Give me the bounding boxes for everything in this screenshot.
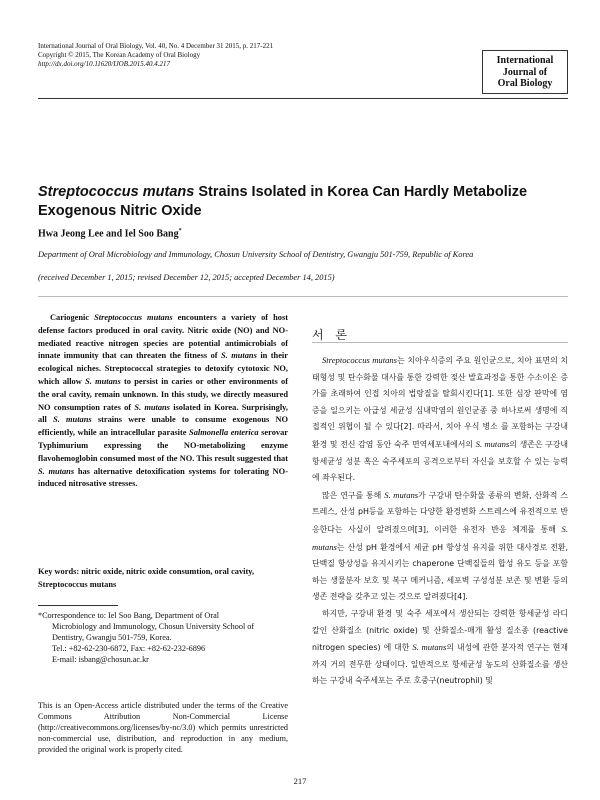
introduction-body [312,352,568,690]
journal-header [38,42,398,69]
received-dates: (received December 1, 2015; revised December 12, 2015; accepted December 14, 2015) [38,273,335,282]
header-citation: International Journal of Oral Biology, Vol. 40, No. 4 December 31 2015, p. 217-221 [38,42,274,50]
keywords: Key words: nitric oxide, nitric oxide consumtion, oral cavity, Streptococcus mutans [38,567,255,589]
correspondence-footnote: *Correspondence to: Iel Soo Bang, Department of Oral Microbiology and Immunology, Chosun University School of Dentistry, Gwangju 501-759, Korea. Tel.: +82-62-230-6872, Fax: +82-62-232-6896 E-mail: isbang@chosun.ac.kr [38,610,288,665]
author-list: Hwa Jeong Lee and Iel Soo Bang* [38,228,182,240]
page-number: 217 [293,776,307,786]
section-heading: 서 론 [312,328,351,342]
correspondence-email[interactable]: E-mail: isbang@chosun.ac.kr [52,655,149,664]
header-copyright: Copyright © 2015, The Korean Academy of Oral Biology [38,51,201,59]
header-divider [38,98,568,99]
footnote-rule [38,605,118,606]
journal-name-box: International Journal of Oral Biology [482,50,568,94]
abstract: Cariogenic Streptococcus mutans encounters a variety of host defense factors produced in oral cavity. Nitric oxide (NO) and NO-mediated reactive nitrogen species are potential antimicrobials of innate immunity that can threaten the fitness of S. mutans in their ecological niches. Streptococcal strategies to detoxify cytotoxic NO, which allow S. mutans to persist in caries or other environments of the oral cavity, remain unknown. In this study, we directly measured NO consumption rates of S. mutans isolated in Korea. Surprisingly, all S. mutans strains were unable to consume exogenous NO efficiently, while an intracellular parasite Salmonella enterica serovar Typhimurium expressing the NO-metabolizing enzyme flavohemoglobin consumed most of the NO. This result suggested that S. mutans has alternative detoxification systems for tolerating NO-induced nitrosative stresses. [38,313,289,489]
section-heading-rule [312,342,568,343]
header-doi[interactable]: http://dx.doi.org/10.11620/IJOB.2015.40.4.217 [38,60,171,68]
paragraph: 많은 연구를 통해 S. mutans가 구강내 탄수화물 종류의 변화, 산화적 스트레스, 산성 pH등을 포함하는 다양한 환경변화 스트레스에 유전적으로 반응한다는 사실이 알려졌으며[3], 이러한 유전자 반응 체계를 통해 S. mutans는 산성 pH 환경에서 세균 pH 항상성 유지를 위한 대사경로 전환, 단백질 항상성을 유지시키는 chaperone 단백질들의 합성 유도 등을 포함하는 생물분자 보호 및 복구 메커니즘, 세포벽 구성성분 보존 및 변환 등의 생존 전략을 갖추고 있는 것으로 알려졌다[4]. [312,489,568,602]
paragraph: Streptococcus mutans는 치아우식증의 주요 원인균으로, 치아 표면의 치태형성 및 탄수화물 대사를 통한 강력한 젖산 발효과정을 통한 수소이온 증가를 초래하여 인접 치아의 법랑질을 탈회시킨다[1]. 또한 심장 판막에 염증을 일으키는 아급성 세균성 심내막염의 원인균종 중 하나로써 생명에 직접적인 위협이 될 수 있다[2]. 따라서, 치아 우식 병소 를 포함하는 구강내 환경 및 전신 감염 동안 숙주 면역세포내에서의 S. mutans의 생존은 구강내 항세균성 성분 혹은 숙주세포의 공격으로부터 자신을 보호할 수 있는 능력에 좌우된다. [312,355,568,483]
article-title: Streptococcus mutans Strains Isolated in Korea Can Hardly Metabolize Exogenous Nitric Oxide [38,184,528,219]
affiliation: Department of Oral Microbiology and Immunology, Chosun University School of Dentistry, Gwangju 501-759, Republic of Korea [38,250,474,259]
section-divider [38,296,568,297]
open-access-notice: This is an Open-Access article distributed under the terms of the Creative Commons Attribution Non-Commercial License (http://creativecommons.org/licenses/by-nc/3.0) which permits unrestricted non-commercial use, distribution, and reproduction in any medium, provided the original work is properly cited. [38,701,288,754]
paragraph: 하지만, 구강내 환경 및 숙주 세포에서 생산되는 강력한 항세균성 라디칼인 산화질소 (nitric oxide) 및 산화질소-매개 활성 질소종 (reactive nitrogen species) 에 대한 S. mutans의 내성에 관한 분자적 연구는 현재까지 거의 전무한 상태이다. 일반적으로 항세균성 농도의 산화질소를 생산하는 구강내 숙주세포는 주로 호중구(neutrophil) 및 [312,608,568,686]
